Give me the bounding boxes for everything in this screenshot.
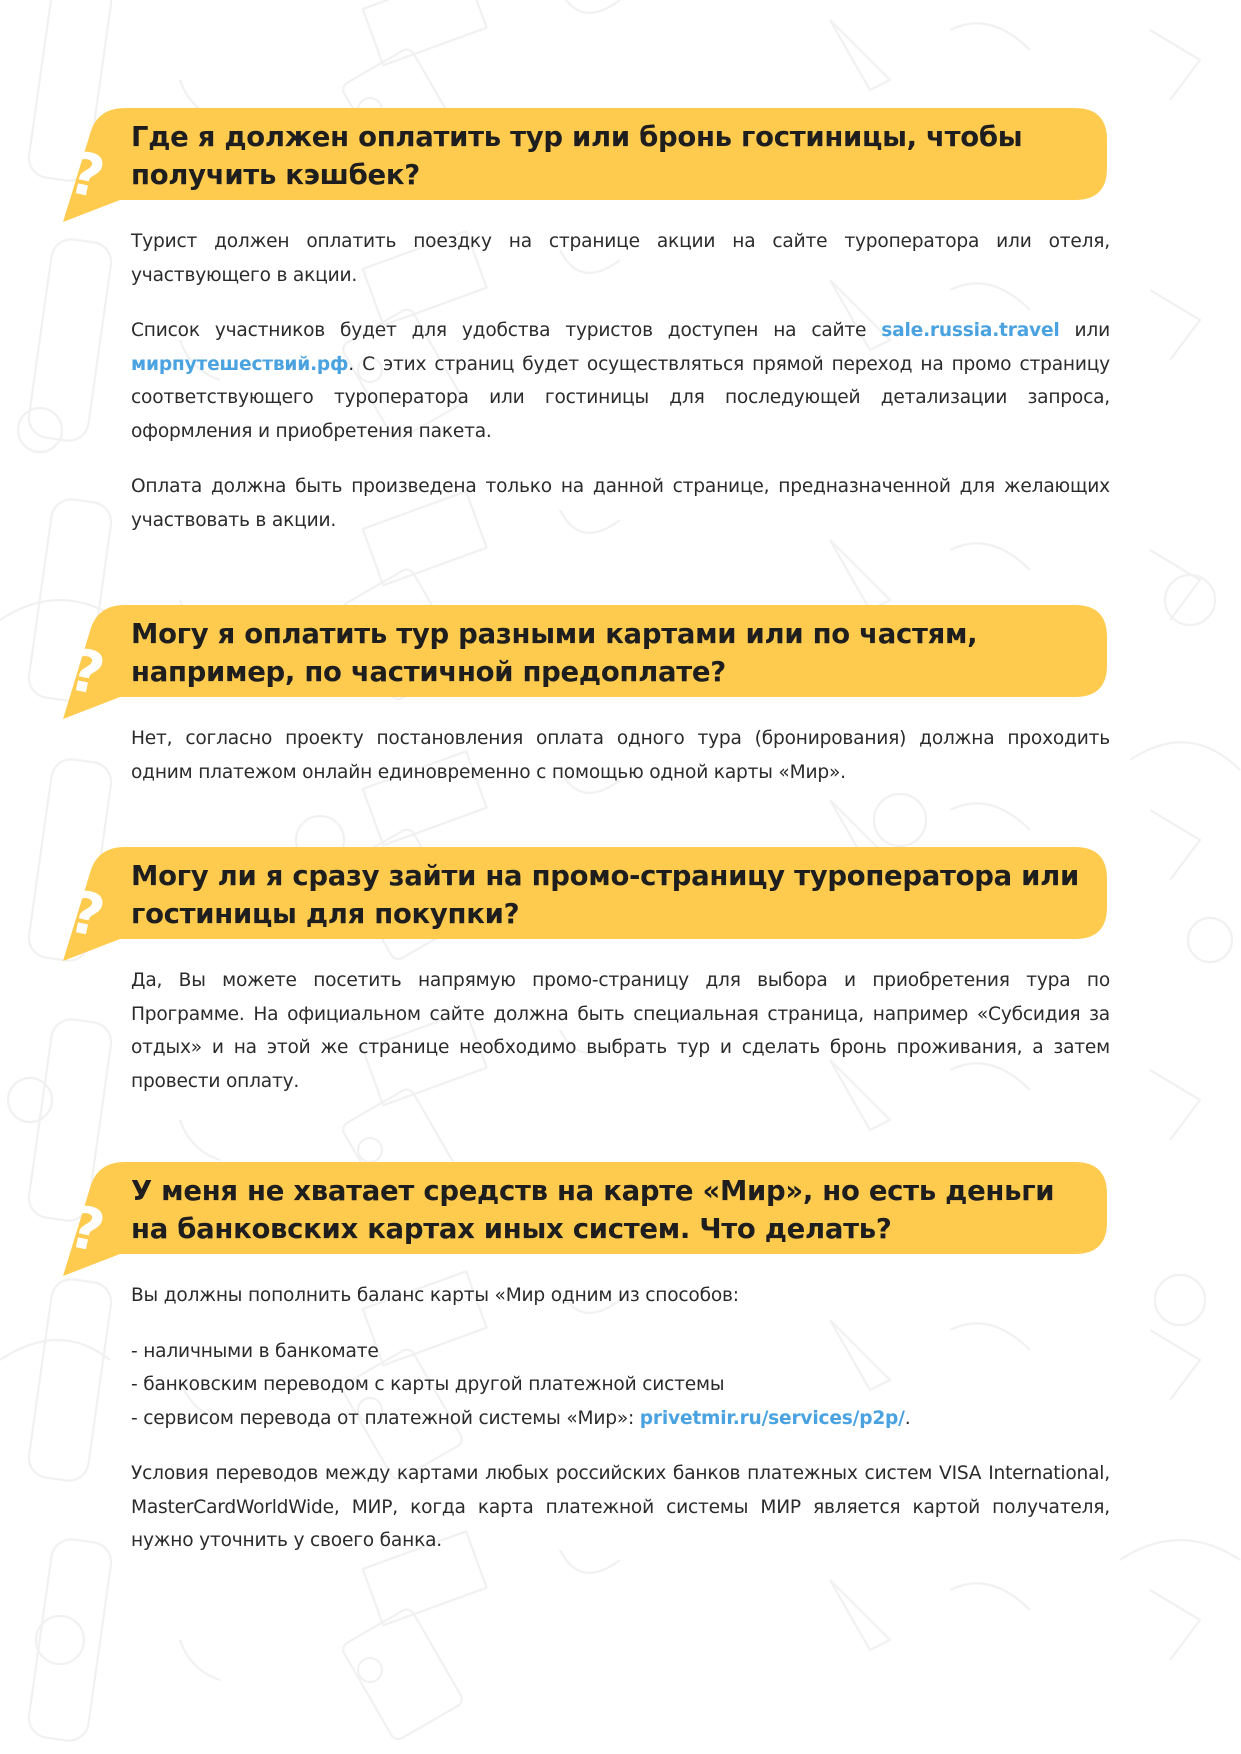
answer-paragraph: Турист должен оплатить поездку на странице акции на сайте туроператора или отеля, участвующего в акции.: [131, 231, 1110, 286]
link-privetmir-p2p[interactable]: privetmir.ru/services/p2p/: [639, 1407, 905, 1429]
question-title: У меня не хватает средств на карте «Мир», но есть деньги на банковских картах иных систем. Что делать?: [131, 1175, 1055, 1245]
answer-paragraph: Оплата должна быть произведена только на данной странице, предназначенной для желающих участвовать в акции.: [131, 476, 1110, 531]
answer-body: [131, 722, 1110, 789]
faq-section-3: [0, 845, 1241, 1098]
answer-intro: Вы должны пополнить баланс карты «Мир одним из способов:: [131, 1285, 739, 1306]
answer-body: [131, 225, 1110, 537]
list-item: - банковским переводом с карты другой платежной системы: [131, 1374, 725, 1395]
paragraph-text: Список участников будет для удобства туристов доступен на сайте: [131, 320, 882, 341]
faq-section-2: [0, 603, 1241, 789]
question-mark-icon: ?: [63, 138, 111, 212]
list-item: [131, 1402, 1110, 1436]
question-title: Могу я оплатить тур разными картами или по частям, например, по частичной предоплате?: [131, 618, 978, 688]
question-mark-icon: ?: [63, 877, 111, 951]
answer-body: [131, 964, 1110, 1098]
answer-outro: Условия переводов между картами любых российских банков платежных систем VISA International, MasterCardWorldWide, МИР, когда карта платежной системы МИР является картой получателя, нужно уточнить у своего банка.: [131, 1463, 1110, 1551]
paragraph-text: или: [1059, 320, 1110, 341]
question-title: Могу ли я сразу зайти на промо-страницу туроператора или гостиницы для покупки?: [131, 860, 1079, 930]
paragraph-text: . С этих страниц будет осуществляться прямой переход на промо страницу соответствующего туроператора или гостиницы для последующей детализации запроса, оформления и приобретения пакета.: [131, 353, 1110, 442]
list-item-text: - сервисом перевода от платежной системы «Мир»:: [131, 1407, 640, 1429]
link-mirputeshestviy[interactable]: мирпутешествий.рф: [131, 353, 349, 375]
question-title: Где я должен оплатить тур или бронь гостиницы, чтобы получить кэшбек?: [131, 121, 1023, 191]
question-bubble: [0, 106, 1241, 224]
answer-body: [131, 1279, 1110, 1558]
answer-paragraph: Нет, согласно проекту постановления оплата одного тура (бронирования) должна проходить одним платежом онлайн единовременно с помощью одной карты «Мир».: [131, 728, 1110, 783]
question-bubble: [0, 1160, 1241, 1278]
question-bubble: [0, 845, 1241, 963]
question-mark-icon: ?: [63, 635, 111, 709]
question-mark-icon: ?: [63, 1192, 111, 1266]
answer-paragraph: Да, Вы можете посетить напрямую промо-страницу для выбора и приобретения тура по Программе. На официальном сайте должна быть специальная страница, например «Субсидия за отдых» и на этой же странице необходимо выбрать тур и сделать бронь проживания, а затем провести оплату.: [131, 970, 1110, 1092]
list-item: - наличными в банкомате: [131, 1340, 379, 1362]
answer-paragraph: [131, 314, 1110, 448]
link-sale-russia-travel[interactable]: sale.russia.travel: [881, 320, 1060, 341]
question-bubble: [0, 603, 1241, 721]
list-item-suffix: .: [904, 1407, 911, 1429]
faq-section-4: [0, 1160, 1241, 1558]
faq-section-1: [0, 106, 1241, 537]
